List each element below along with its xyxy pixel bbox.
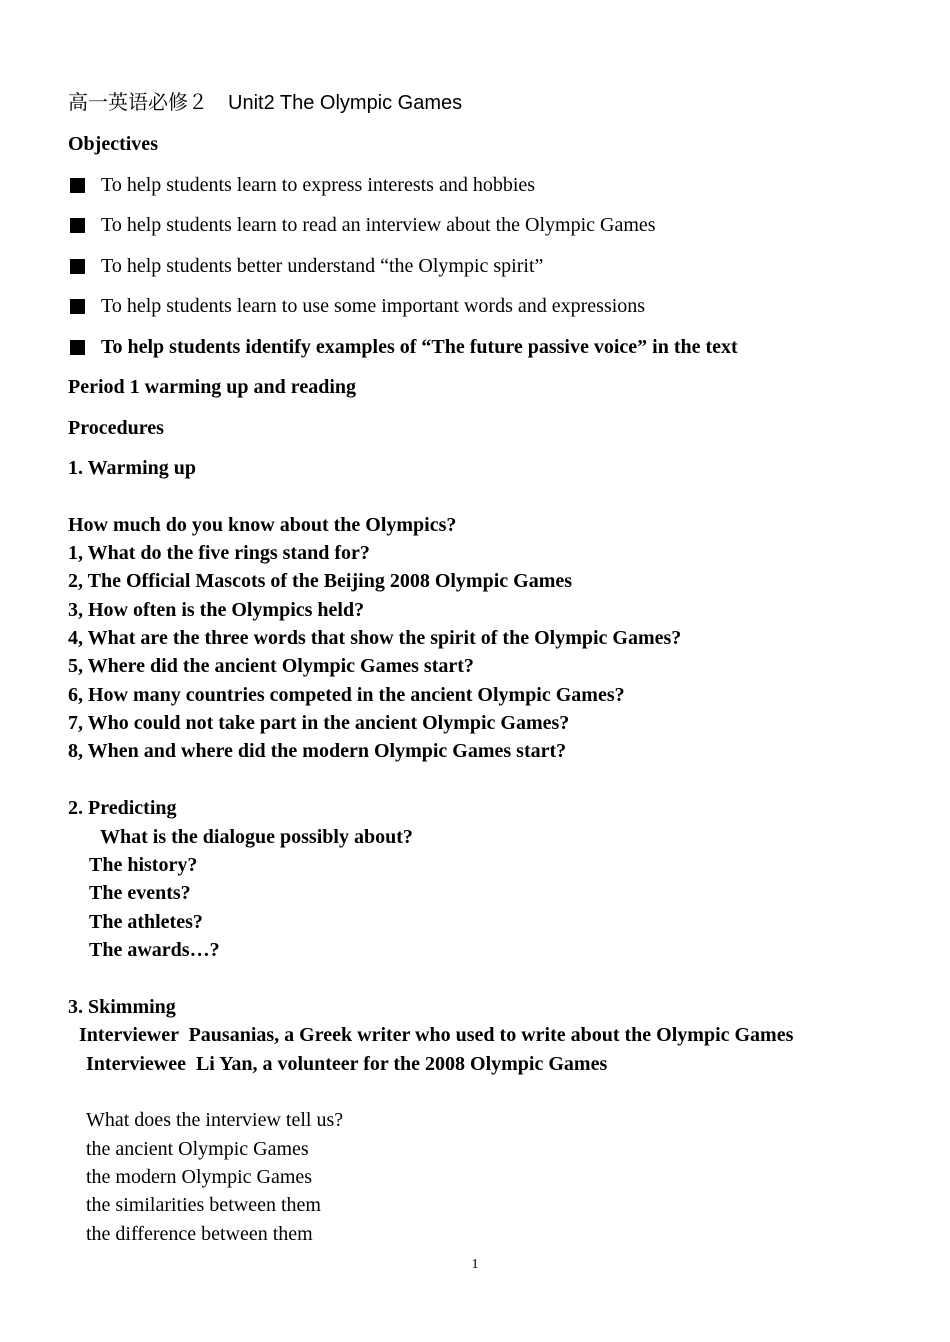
objective-item — [68, 335, 738, 359]
interviewee-line: Interviewee Li Yan, a volunteer for the 2008 Olympic Games — [86, 1053, 608, 1075]
predicting-question: What is the dialogue possibly about? — [100, 826, 413, 848]
objective-item — [68, 254, 543, 278]
bullet-square-icon — [70, 178, 85, 193]
skimming-topic: the modern Olympic Games — [86, 1166, 313, 1188]
skimming-question: What does the interview tell us? — [86, 1109, 344, 1131]
skimming-topic: the ancient Olympic Games — [86, 1138, 309, 1160]
bullet-square-icon — [70, 340, 85, 355]
objective-text: To help students learn to read an interview about the Olympic Games — [101, 214, 656, 236]
objective-item — [68, 213, 656, 237]
procedures-heading: Procedures — [68, 417, 164, 439]
objective-text: To help students identify examples of “The future passive voice” in the text — [101, 336, 738, 358]
warming-up-question: 6, How many countries competed in the ancient Olympic Games? — [68, 684, 625, 706]
bullet-square-icon — [70, 259, 85, 274]
predicting-heading: 2. Predicting — [68, 797, 177, 819]
warming-up-question: 7, Who could not take part in the ancient Olympic Games? — [68, 712, 570, 734]
skimming-topic: the difference between them — [86, 1223, 313, 1245]
predicting-option: The history? — [89, 854, 198, 876]
predicting-option: The athletes? — [89, 911, 203, 933]
page-number: 1 — [471, 1257, 479, 1272]
interviewer-line: Interviewer Pausanias, a Greek writer who used to write about the Olympic Games — [79, 1024, 794, 1046]
objective-text: To help students learn to use some important words and expressions — [101, 295, 646, 317]
warming-up-heading: 1. Warming up — [68, 457, 196, 479]
predicting-option: The events? — [89, 882, 191, 904]
warming-up-question: 4, What are the three words that show the spirit of the Olympic Games? — [68, 627, 682, 649]
objectives-heading: Objectives — [68, 133, 158, 155]
bullet-square-icon — [70, 218, 85, 233]
predicting-option: The awards…? — [89, 939, 220, 961]
objective-text: To help students learn to express interests and hobbies — [101, 174, 536, 196]
warming-up-question: 2, The Official Mascots of the Beijing 2008 Olympic Games — [68, 570, 573, 592]
warming-up-question: 1, What do the five rings stand for? — [68, 542, 370, 564]
warming-up-question: 3, How often is the Olympics held? — [68, 599, 365, 621]
objective-item — [68, 173, 535, 197]
period-title: Period 1 warming up and reading — [68, 376, 356, 398]
skimming-topic: the similarities between them — [86, 1194, 321, 1216]
objective-text: To help students better understand “the Olympic spirit” — [101, 255, 544, 277]
warming-up-intro: How much do you know about the Olympics? — [68, 514, 457, 536]
objective-item — [68, 294, 645, 318]
skimming-heading: 3. Skimming — [68, 996, 176, 1018]
warming-up-question: 5, Where did the ancient Olympic Games start? — [68, 655, 474, 677]
warming-up-question: 8, When and where did the modern Olympic Games start? — [68, 740, 567, 762]
bullet-square-icon — [70, 299, 85, 314]
document-title: 高一英语必修２ Unit2 The Olympic Games — [68, 92, 463, 114]
